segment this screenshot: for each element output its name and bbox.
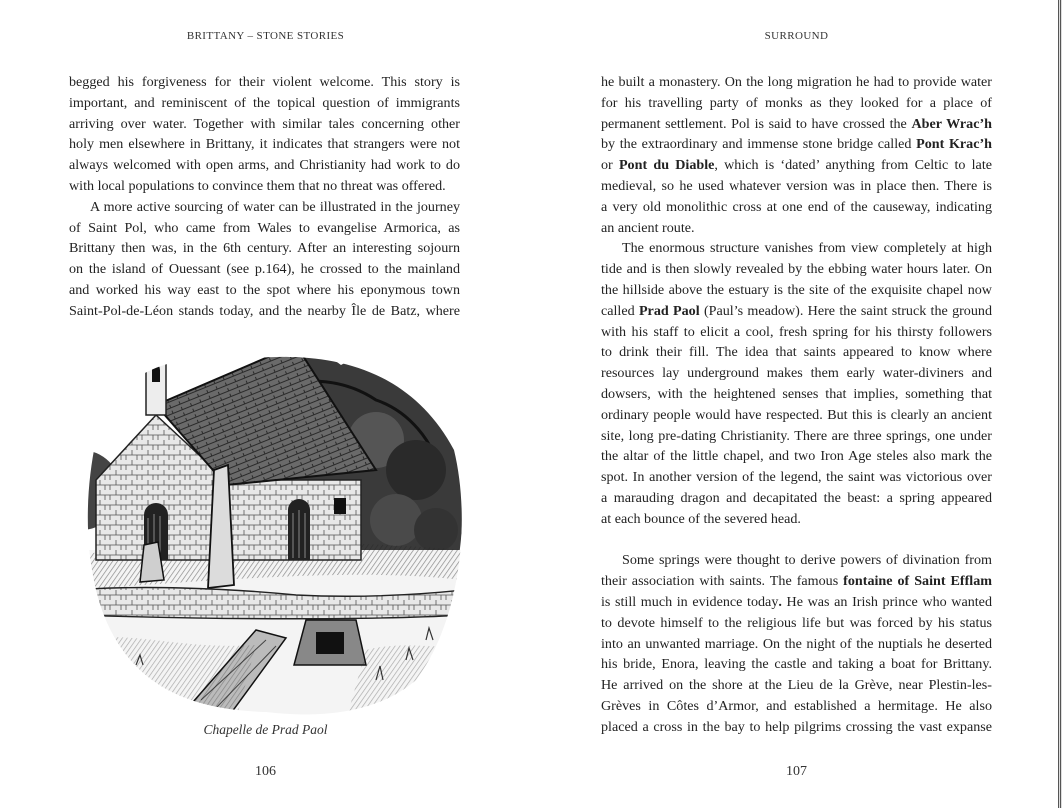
bold-term: Aber Wrac’h bbox=[911, 115, 992, 132]
text-run: arriving over water. Together with similar tales concerning other bbox=[69, 115, 460, 132]
text-line bbox=[601, 363, 992, 384]
text-line bbox=[601, 238, 992, 259]
text-run: Some springs were thought to derive powers of divination from bbox=[622, 552, 992, 569]
page-number-left: 106 bbox=[255, 764, 276, 779]
text-line bbox=[601, 675, 992, 696]
text-run: , which is ‘dated’ anything from Celtic to late bbox=[714, 157, 992, 174]
text-run: of Saint Pol, who came from Wales to evangelise Armorica, as bbox=[69, 219, 460, 236]
text-line bbox=[601, 155, 992, 176]
text-run: by the extraordinary and immense stone bridge called bbox=[601, 136, 917, 153]
text-line bbox=[601, 197, 992, 218]
text-line bbox=[601, 530, 992, 551]
text-run: his bride, Enora, leaving the castle and taking a boat for Brittany. bbox=[601, 656, 992, 673]
text-line bbox=[601, 613, 992, 634]
text-run: an ancient route. bbox=[601, 219, 695, 236]
text-line bbox=[601, 509, 992, 530]
text-line bbox=[601, 342, 992, 363]
text-run: begged his forgiveness for their violent welcome. This story is bbox=[69, 74, 460, 90]
text-line bbox=[601, 550, 992, 571]
text-run: the hillside above the estuary is the site of the exquisite chapel now bbox=[601, 281, 992, 298]
text-line bbox=[601, 634, 992, 655]
text-run: is still much in evidence today bbox=[601, 593, 779, 610]
text-run: resources lay underground makes them early water-diviners and bbox=[601, 365, 992, 382]
text-line bbox=[601, 93, 992, 114]
text-run: A more active sourcing of water can be illustrated in the journey bbox=[90, 198, 460, 215]
text-line bbox=[601, 301, 992, 322]
text-run: he built a monastery. On the long migration he had to provide water bbox=[601, 74, 992, 90]
text-run: always welcomed with open arms, and Christianity had work to do bbox=[69, 157, 460, 174]
text-line bbox=[601, 654, 992, 675]
right-page bbox=[531, 0, 1062, 808]
text-run: on the island of Ouessant (see p.164), he crossed to the mainland bbox=[69, 261, 460, 278]
body-text-left bbox=[69, 72, 460, 322]
text-line bbox=[601, 426, 992, 447]
figure-caption: Chapelle de Prad Paol bbox=[203, 722, 328, 737]
chapel-illustration bbox=[76, 320, 464, 720]
text-run: The enormous structure vanishes from view completely at high bbox=[622, 240, 992, 257]
page-number-right: 107 bbox=[786, 764, 807, 779]
text-run: ordinary people would have respected. But this is clearly an ancient bbox=[601, 406, 992, 423]
text-line bbox=[69, 218, 460, 239]
text-run: site, long pre-dating Christianity. There are three springs, one under bbox=[601, 427, 992, 444]
text-run: important, and reminiscent of the topical question of immigrants bbox=[69, 94, 460, 111]
text-run: Grèves in Côtes d’Armor, and established a hermitage. He also bbox=[601, 697, 992, 714]
text-run: He was an Irish prince who wanted bbox=[781, 593, 992, 610]
text-line bbox=[69, 176, 460, 197]
text-line bbox=[69, 114, 460, 135]
text-line bbox=[601, 467, 992, 488]
bold-term: . bbox=[778, 593, 782, 610]
text-line bbox=[69, 238, 460, 259]
text-run: to devote himself to the religious life but was forced by his status bbox=[601, 614, 992, 631]
bold-term: Prad Paol bbox=[638, 302, 700, 319]
text-line bbox=[601, 176, 992, 197]
text-run: (Paul’s meadow). Here the saint struck the ground bbox=[699, 302, 992, 319]
text-run: Brittany then was, in the 6th century. After an interesting sojourn bbox=[69, 240, 460, 257]
text-line bbox=[69, 197, 460, 218]
text-line bbox=[601, 218, 992, 239]
text-run: Saint-Pol-de-Léon stands today, and the nearby Île de Batz, where bbox=[69, 302, 460, 319]
text-run: at each bounce of the severed head. bbox=[601, 510, 801, 527]
text-line bbox=[601, 446, 992, 467]
text-run: dowsers, with the heightened senses that implies, something that bbox=[601, 385, 992, 402]
text-run: for his travelling party of monks as they looked for a place of bbox=[601, 94, 992, 111]
body-text-right bbox=[601, 72, 992, 738]
text-line bbox=[69, 72, 460, 93]
text-run: spot. In another version of the legend, the saint was victorious over bbox=[601, 469, 992, 486]
text-line bbox=[601, 696, 992, 717]
text-line bbox=[601, 134, 992, 155]
text-line bbox=[601, 322, 992, 343]
text-line bbox=[601, 592, 992, 613]
text-line bbox=[601, 405, 992, 426]
text-line bbox=[601, 280, 992, 301]
text-run: tide and is then slowly revealed by the ebbing water hours later. On bbox=[601, 261, 992, 278]
bold-term: Pont du Diable bbox=[618, 157, 715, 174]
text-run: their association with saints. The famous bbox=[601, 573, 844, 590]
text-line bbox=[69, 134, 460, 155]
text-line bbox=[69, 301, 460, 322]
text-run: and worked his way east to the spot where his eponymous town bbox=[69, 281, 460, 298]
text-line bbox=[601, 488, 992, 509]
bold-term: Pont Krac’h bbox=[916, 136, 992, 153]
running-head-right: SURROUND bbox=[764, 30, 829, 42]
text-line bbox=[69, 259, 460, 280]
text-run: the altar of the little chapel, and two Iron Age steles also mark the bbox=[601, 448, 992, 465]
text-run: medieval, so he used whatever version was in place then. There is bbox=[601, 177, 992, 194]
text-line bbox=[601, 259, 992, 280]
text-run: a very old monolithic cross at one end of the causeway, indicating bbox=[601, 198, 992, 215]
text-run: permanent settlement. Pol is said to have crossed the bbox=[601, 115, 912, 132]
text-run: or bbox=[601, 157, 619, 174]
page-edge bbox=[1058, 0, 1062, 808]
text-run: placed a cross in the bay to help pilgrims crossing the vast expanse bbox=[601, 718, 992, 735]
bold-term: fontaine of Saint Efflam bbox=[843, 573, 992, 590]
text-line bbox=[69, 280, 460, 301]
text-run: into an unwanted marriage. On the night of the nuptials he deserted bbox=[601, 635, 992, 652]
text-run: a marauding dragon and decapitated the beast: a spring appeared bbox=[601, 489, 992, 506]
text-run: called bbox=[601, 302, 639, 319]
text-line bbox=[69, 155, 460, 176]
text-line bbox=[601, 571, 992, 592]
text-line bbox=[69, 93, 460, 114]
text-line bbox=[601, 72, 992, 93]
text-run: He arrived on the shore at the Lieu de la Grève, near Plestin-les- bbox=[601, 677, 992, 694]
text-run: to drink their fill. The idea that saints appeared to know where bbox=[601, 344, 992, 361]
text-line bbox=[601, 114, 992, 135]
text-run: with his staff to elicit a cool, fresh spring for his thirsty followers bbox=[601, 323, 992, 340]
text-run: with local populations to convince them that no threat was offered. bbox=[69, 177, 446, 194]
text-run: holy men elsewhere in Brittany, it indicates that strangers were not bbox=[69, 136, 460, 153]
text-line bbox=[601, 384, 992, 405]
text-line bbox=[601, 717, 992, 738]
running-head-left: BRITTANY – STONE STORIES bbox=[186, 30, 345, 42]
